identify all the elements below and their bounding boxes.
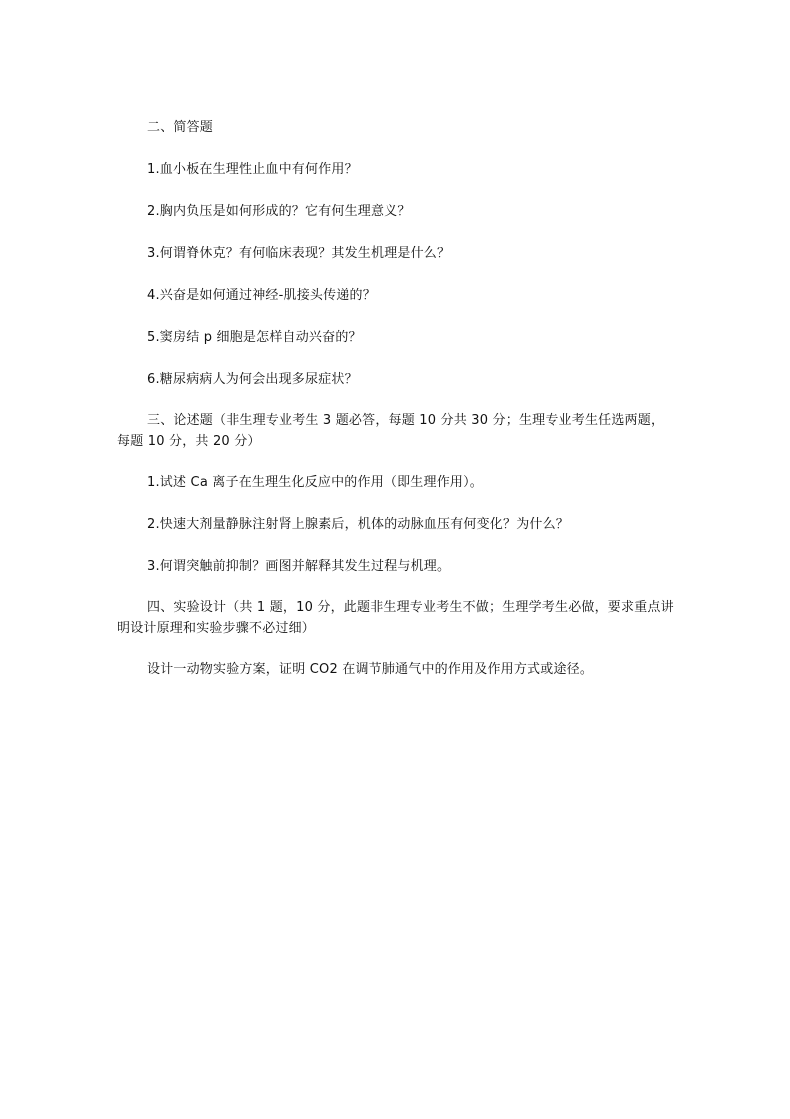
question-item: 2.快速大剂量静脉注射肾上腺素后，机体的动脉血压有何变化？为什么？ bbox=[147, 517, 570, 532]
document-content bbox=[117, 117, 677, 680]
section-heading-short-answer: 二、简答题 bbox=[147, 120, 214, 135]
question-item: 设计一动物实验方案，证明 CO2 在调节肺通气中的作用及作用方式或途径。 bbox=[147, 662, 594, 677]
question-item: 2.胸内负压是如何形成的？它有何生理意义？ bbox=[147, 204, 411, 219]
question-item: 6.糖尿病病人为何会出现多尿症状？ bbox=[147, 372, 358, 387]
section-heading-experiment: 四、实验设计（共 1 题，10 分，此题非生理专业考生不做；生理学考生必做，要求重点讲明设计原理和实验步骤不必过细） bbox=[117, 600, 674, 636]
question-item: 3.何谓脊休克？有何临床表现？其发生机理是什么？ bbox=[147, 246, 451, 261]
question-item: 1.血小板在生理性止血中有何作用？ bbox=[147, 162, 358, 177]
question-item: 3.何谓突触前抑制？画图并解释其发生过程与机理。 bbox=[147, 559, 451, 574]
section-heading-essay: 三、论述题（非生理专业考生 3 题必答，每题 10 分共 30 分；生理专业考生任选两题，每题 10 分，共 20 分） bbox=[117, 413, 665, 449]
question-item: 5.窦房结 p 细胞是怎样自动兴奋的？ bbox=[147, 330, 362, 345]
question-item: 4.兴奋是如何通过神经-肌接头传递的？ bbox=[147, 288, 376, 303]
question-item: 1.试述 Ca 离子在生理生化反应中的作用（即生理作用）。 bbox=[147, 475, 484, 490]
